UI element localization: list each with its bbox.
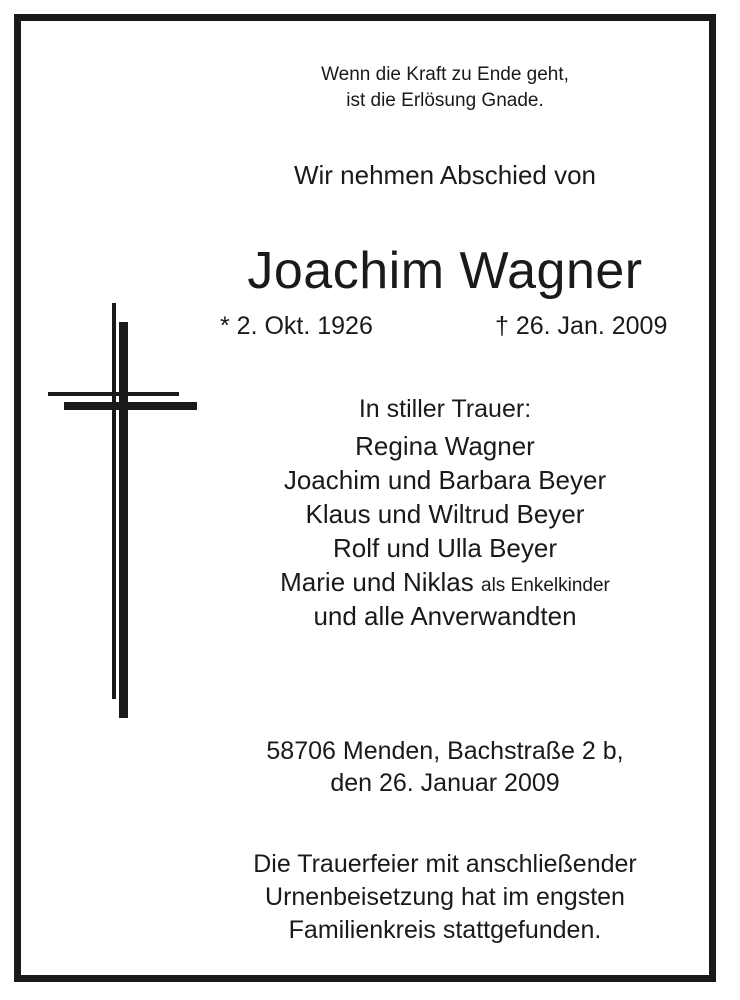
ceremony-line-2: Urnenbeisetzung hat im engsten — [265, 883, 625, 911]
birth-date: * 2. Okt. 1926 — [220, 312, 373, 340]
mourner-5-line — [170, 565, 720, 603]
death-date: † 26. Jan. 2009 — [495, 312, 668, 340]
motto-line-2: ist die Erlösung Gnade. — [346, 90, 544, 111]
mourner-6: und alle Anverwandten — [313, 601, 577, 631]
ceremony-line-3: Familienkreis stattgefunden. — [288, 916, 602, 944]
mourner-2: Joachim und Barbara Beyer — [283, 465, 607, 495]
mourning-heading: In stiller Trauer: — [358, 395, 532, 423]
farewell-intro: Wir nehmen Abschied von — [293, 160, 597, 190]
address-line-2: den 26. Januar 2009 — [330, 769, 560, 797]
motto-line-1: Wenn die Kraft zu Ende geht, — [321, 64, 569, 85]
mourner-3: Klaus und Wiltrud Beyer — [305, 499, 585, 529]
deceased-name: Joachim Wagner — [247, 242, 643, 300]
mourner-1: Regina Wagner — [355, 431, 535, 461]
ceremony-line-1: Die Trauerfeier mit anschließender — [253, 850, 637, 878]
mourner-5: Marie und Niklas — [280, 567, 474, 597]
mourner-4: Rolf und Ulla Beyer — [333, 533, 557, 563]
grandchildren-note: als Enkelkinder — [481, 575, 610, 596]
address-line-1: 58706 Menden, Bachstraße 2 b, — [266, 737, 624, 765]
